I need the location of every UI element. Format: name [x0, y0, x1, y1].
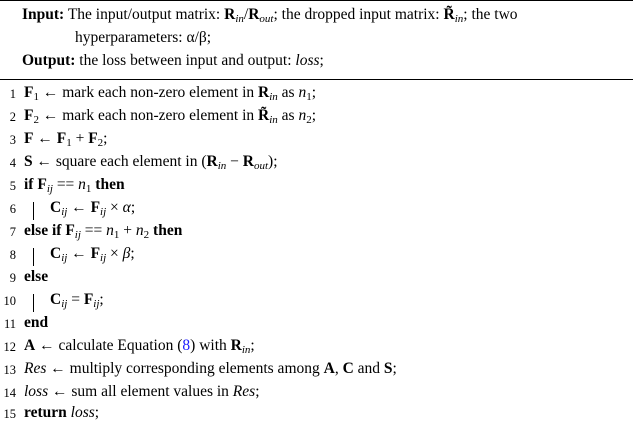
line-code: $F_1$ ← mark each non-zero element in $R_{in}$ as $n_1$;: [24, 84, 317, 103]
algorithm-line: [0, 314, 633, 336]
top-rule: [0, 0, 633, 1]
line-number: 2: [9, 110, 16, 124]
line-code: loss ← sum all element values in Res;: [24, 383, 260, 400]
line-number: 5: [9, 179, 16, 193]
algorithm-line: [0, 245, 633, 267]
algorithm-line: [0, 84, 633, 106]
algorithm-line: [0, 291, 633, 313]
line-number: 14: [3, 386, 16, 400]
line-number: 1: [9, 87, 16, 101]
algorithm-line: [0, 268, 633, 290]
input-text: The input/output matrix: $R_{in}/R_{out}$; the dropped input matrix: $R̃_{in}$; the two: [67, 6, 518, 25]
line-number: 10: [3, 294, 16, 308]
line-code: $F_2$ ← mark each non-zero element in $R̃_{in}$ as $n_2$;: [24, 107, 317, 126]
equation-ref-link[interactable]: 8: [182, 337, 191, 354]
input-label: Input:: [22, 6, 65, 23]
header-rule: [0, 79, 633, 80]
line-number: 4: [9, 156, 16, 170]
line-number: 9: [9, 271, 16, 285]
line-code: A ← calculate Equation (8) with $R_{in}$;: [24, 337, 255, 356]
line-number: 13: [3, 363, 16, 377]
line-number: 15: [3, 407, 16, 421]
algorithm-line: [0, 107, 633, 129]
algorithm-line: [0, 360, 633, 382]
algorithm-line: [0, 199, 633, 221]
line-code: $C_{ij}$ ← $F_{ij} \times \beta$;: [50, 245, 135, 264]
line-code: S ← square each element in $(R_{in} - R_{out})$;: [24, 153, 278, 172]
output-label: Output:: [22, 52, 76, 69]
block-bar: [33, 248, 34, 266]
line-code: Res ← multiply corresponding elements among A, C and S;: [24, 360, 397, 377]
line-number: 11: [3, 317, 16, 331]
algorithm-line: [0, 130, 633, 152]
algorithm-line: [0, 383, 633, 405]
algorithm-line: [0, 404, 633, 426]
line-number: 7: [9, 225, 16, 239]
line-code: return loss;: [24, 404, 100, 421]
input-line-cont: hyperparameters: α/β;: [75, 29, 212, 46]
line-code: else: [24, 268, 49, 285]
algorithm-line: [0, 153, 633, 175]
line-number: 3: [9, 133, 16, 147]
line-code: else if $F_{ij} == n_1 + n_2$ then: [24, 222, 183, 241]
line-number: 8: [9, 248, 16, 262]
line-code: if $F_{ij} == n_1$ then: [24, 176, 125, 195]
line-code: $C_{ij} = F_{ij}$;: [50, 291, 104, 310]
line-number: 12: [3, 340, 16, 354]
algorithm-line: [0, 176, 633, 198]
line-code: $C_{ij}$ ← $F_{ij} \times \alpha$;: [50, 199, 136, 218]
output-text: the loss between input and output: loss;: [79, 52, 324, 69]
output-line: [22, 52, 324, 70]
line-code: F ← $F_1 + F_2$;: [24, 130, 108, 149]
algorithm-line: [0, 222, 633, 244]
line-number: 6: [9, 202, 16, 216]
input-line: [22, 6, 518, 24]
block-bar: [33, 294, 34, 312]
line-code: end: [24, 314, 49, 331]
block-bar: [33, 202, 34, 220]
algorithm-line: [0, 337, 633, 359]
